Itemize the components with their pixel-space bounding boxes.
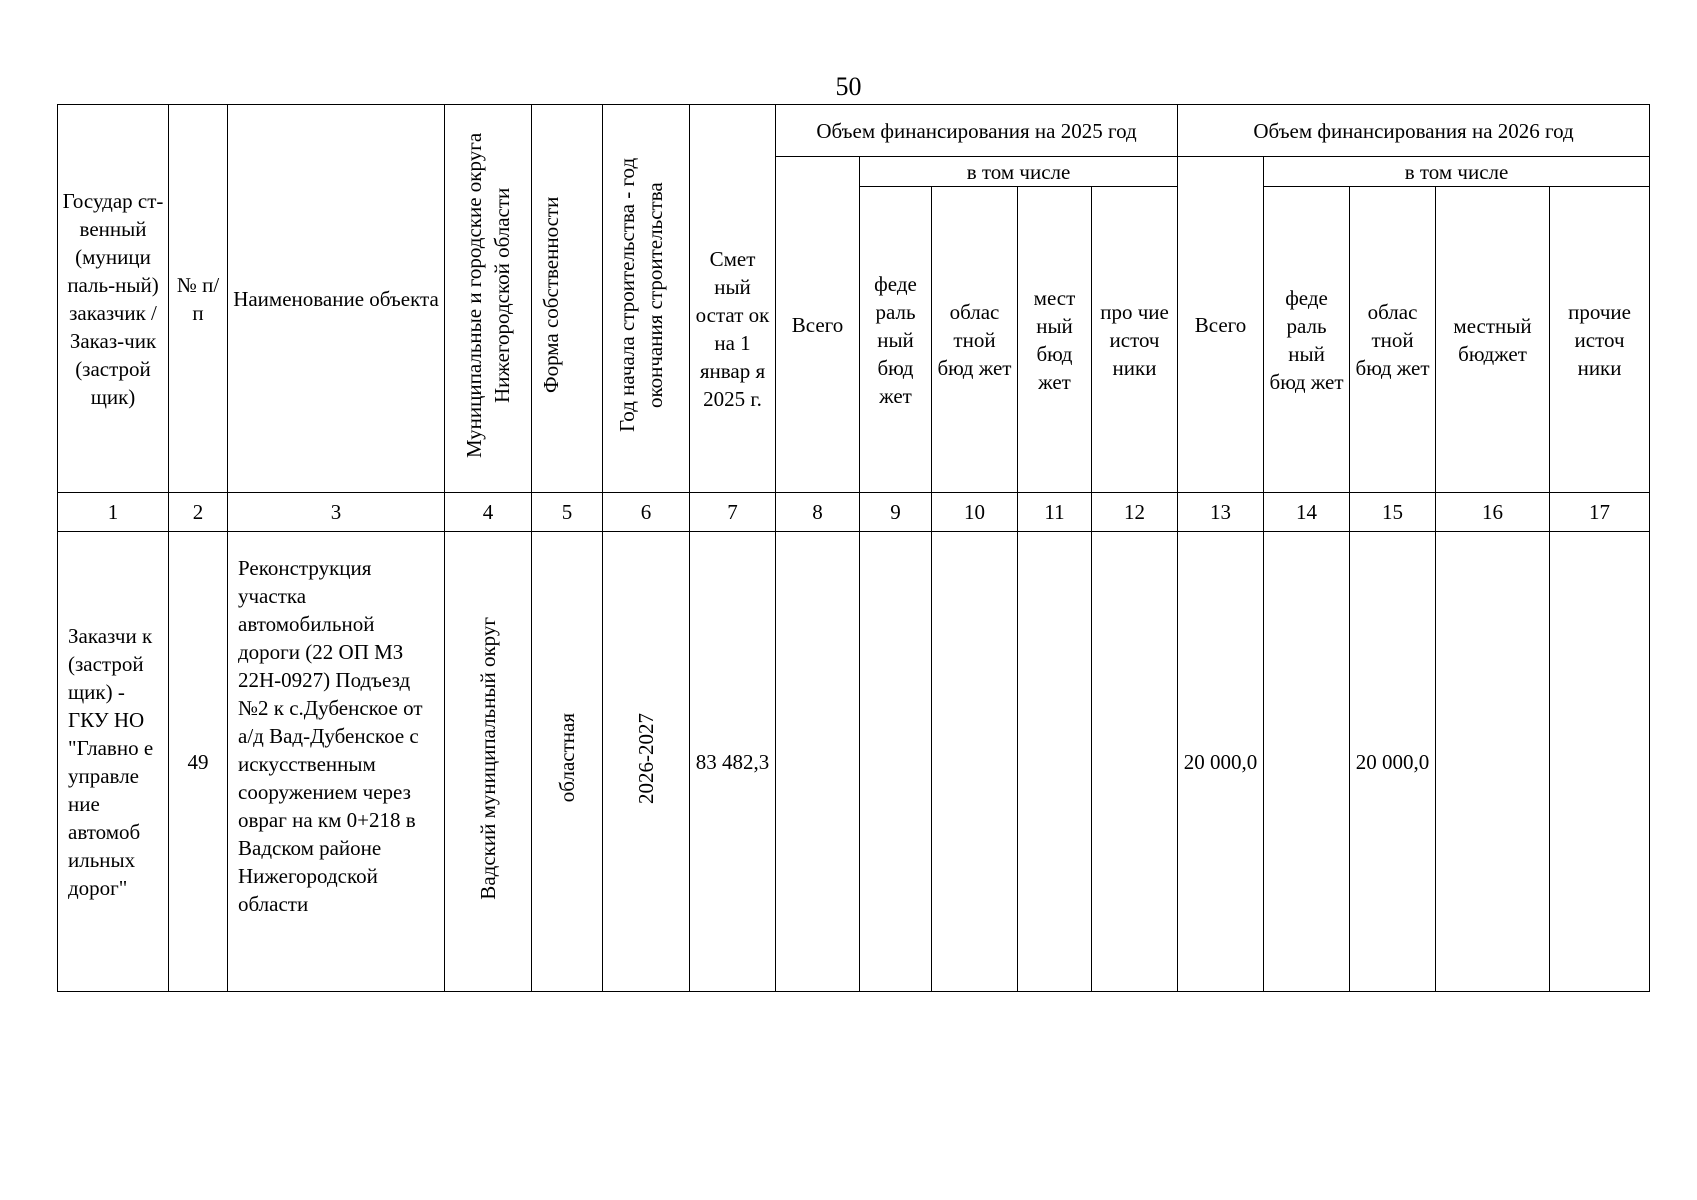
row-other-2026 [1550, 532, 1650, 992]
header-local-2025: мест ный бюд жет [1018, 187, 1092, 493]
header-total-2026: Всего [1178, 157, 1264, 493]
column-number: 4 [445, 493, 532, 532]
column-number: 15 [1350, 493, 1436, 532]
header-local-2026: местный бюджет [1436, 187, 1550, 493]
column-number: 14 [1264, 493, 1350, 532]
column-number: 7 [690, 493, 776, 532]
row-other-2025 [1092, 532, 1178, 992]
header-other-2025: про чие источ ники [1092, 187, 1178, 493]
column-number: 8 [776, 493, 860, 532]
column-number: 5 [532, 493, 603, 532]
header-fin-2026: Объем финансирования на 2026 год [1178, 105, 1650, 157]
header-regional-2025: облас тной бюд жет [932, 187, 1018, 493]
row-total-2025 [776, 532, 860, 992]
row-total-2026: 20 000,0 [1178, 532, 1264, 992]
header-num: № п/п [169, 105, 228, 493]
row-federal-2026 [1264, 532, 1350, 992]
row-customer: Заказчи к (застрой щик) - ГКУ НО "Главно е управле ние автомоб ильных дорог" [58, 532, 169, 992]
row-regional-2026: 20 000,0 [1350, 532, 1436, 992]
column-number: 2 [169, 493, 228, 532]
column-number: 6 [603, 493, 690, 532]
header-customer: Государ ст-венный (муници паль-ный) заказчик / Заказ-чик (застрой щик) [58, 105, 169, 493]
column-number: 11 [1018, 493, 1092, 532]
header-federal-2026: феде раль ный бюд жет [1264, 187, 1350, 493]
header-object-name: Наименование объекта [228, 105, 445, 493]
header-years: Год начала строительства - год окончания строительства [603, 105, 690, 493]
column-number: 9 [860, 493, 932, 532]
row-local-2025 [1018, 532, 1092, 992]
row-municipal: Вадский муниципальный округ [445, 532, 532, 992]
column-number: 16 [1436, 493, 1550, 532]
row-federal-2025 [860, 532, 932, 992]
header-ownership: Форма собственности [532, 105, 603, 493]
header-municipal: Муниципальные и городские округа Нижегородской области [445, 105, 532, 493]
header-including-2026: в том числе [1264, 157, 1650, 187]
row-estimate: 83 482,3 [690, 532, 776, 992]
row-object-name: Реконструкция участка автомобильной дороги (22 ОП МЗ 22Н-0927) Подъезд №2 к с.Дубенское от а/д Вад-Дубенское с искусственным сооружением через овраг на км 0+218 в Вадском районе Нижегородской области [228, 532, 445, 992]
column-number: 17 [1550, 493, 1650, 532]
row-num: 49 [169, 532, 228, 992]
column-number: 13 [1178, 493, 1264, 532]
header-other-2026: прочие источ ники [1550, 187, 1650, 493]
row-ownership: областная [532, 532, 603, 992]
header-regional-2026: облас тной бюд жет [1350, 187, 1436, 493]
row-local-2026 [1436, 532, 1550, 992]
column-number: 10 [932, 493, 1018, 532]
column-number: 12 [1092, 493, 1178, 532]
row-regional-2025 [932, 532, 1018, 992]
header-fin-2025: Объем финансирования на 2025 год [776, 105, 1178, 157]
header-estimate: Смет ный остат ок на 1 январ я 2025 г. [690, 105, 776, 493]
page-number: 50 [835, 72, 862, 101]
header-federal-2025: феде раль ный бюд жет [860, 187, 932, 493]
column-number: 1 [58, 493, 169, 532]
table-row [58, 532, 1650, 992]
row-years: 2026-2027 [603, 532, 690, 992]
capital-construction-table [57, 104, 1650, 992]
column-number: 3 [228, 493, 445, 532]
header-total-2025: Всего [776, 157, 860, 493]
header-including-2025: в том числе [860, 157, 1178, 187]
